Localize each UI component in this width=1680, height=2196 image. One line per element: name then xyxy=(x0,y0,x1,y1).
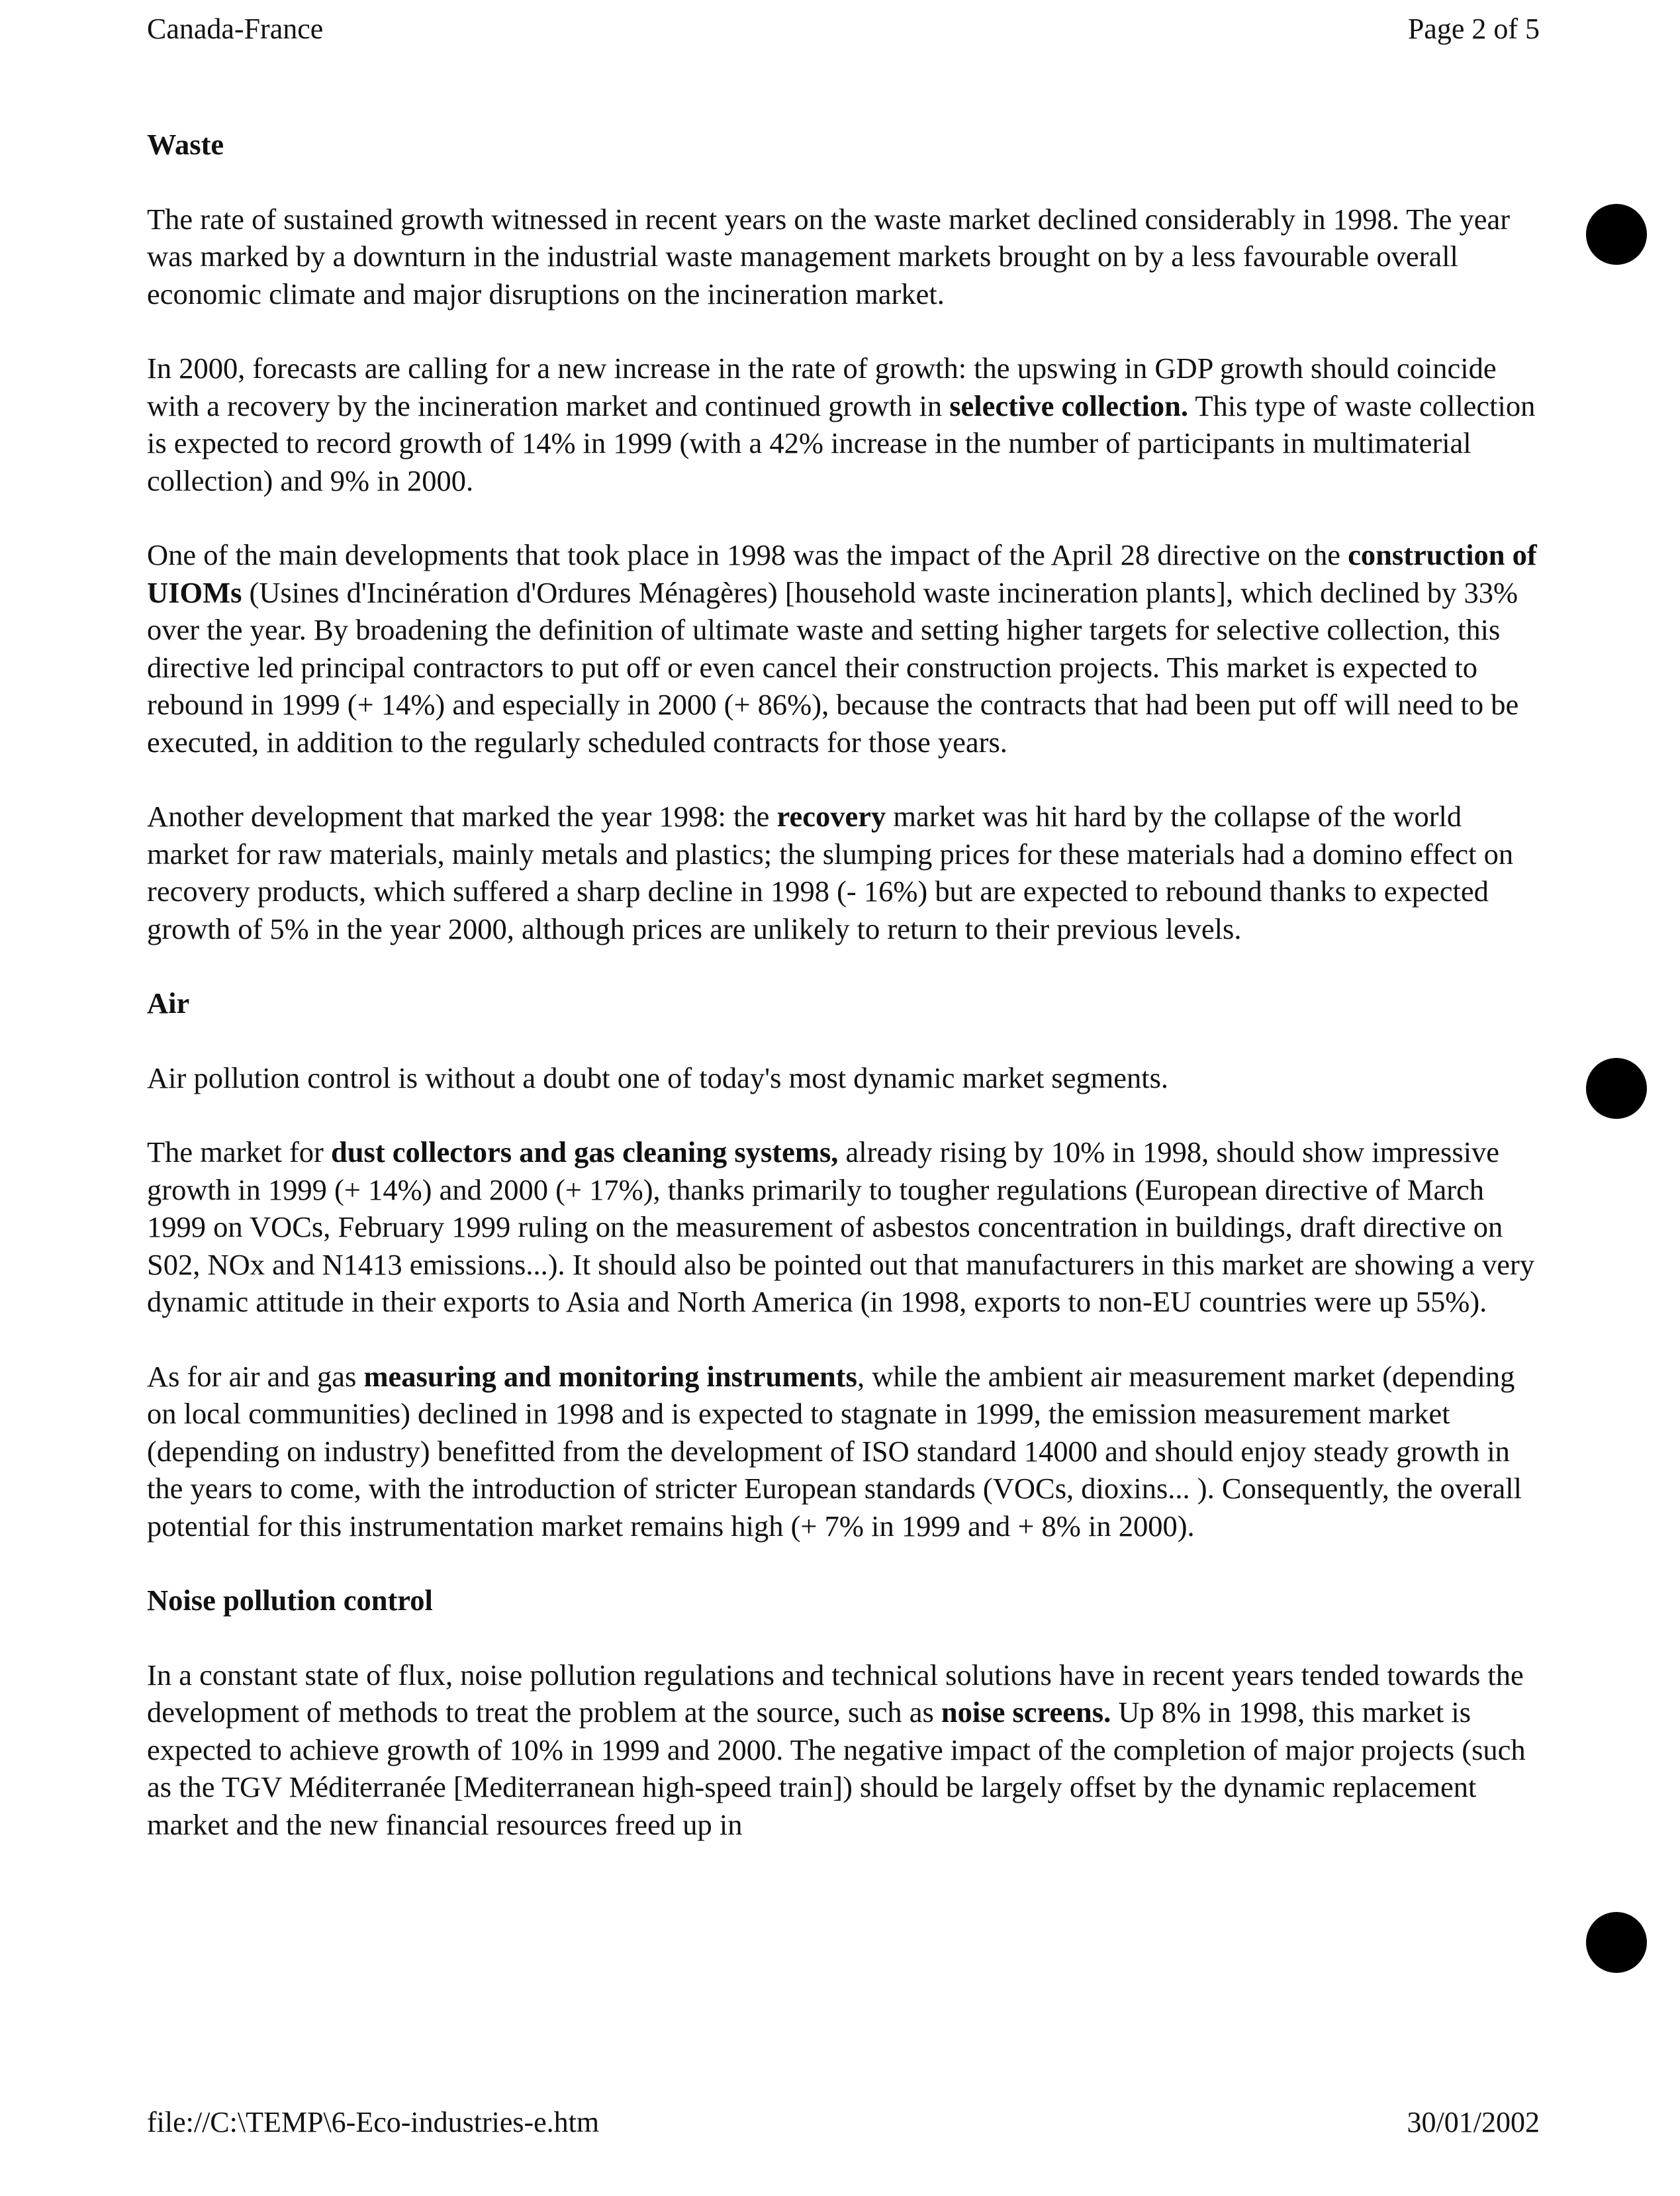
header-page-number: Page 2 of 5 xyxy=(1407,13,1540,45)
text-run: already rising by 10% in 1998, should show impressive growth in 1999 (+ 14%) and 2000 (+ 17%), thanks primarily to tougher regulations (European directive of March 1999 on VOCs, February 1999 ruling on the measurement of asbestos concentration in buildings, draft directive on S02, NOx and N1413 emissions...). It should also be pointed out that manufacturers in this market are showing a very dynamic attitude in their exports to Asia and North America (in 1998, exports to non-EU countries were up 55%). xyxy=(147,1135,1535,1318)
text-run: In 2000, forecasts are calling for a new increase in the rate of growth: the upswing in GDP growth should coincide with a recovery by the incineration market and continued growth in xyxy=(147,352,1497,422)
section-heading-air: Air xyxy=(147,986,190,1020)
text-run: Up 8% in 1998, this market is expected to achieve growth of 10% in 1999 and 2000. The negative impact of the completion of major projects (such as the TGV Méditerranée [Mediterranean high-speed train]) should be largely offset by the dynamic replacement market and the new financial resources freed up in xyxy=(147,1695,1526,1841)
bold-term-selective-collection: selective collection. xyxy=(949,389,1189,422)
waste-paragraph-2 xyxy=(147,350,1550,499)
text-run: Another development that marked the year 1998: the xyxy=(147,800,777,833)
text-run: The market for xyxy=(147,1135,331,1169)
text-run: As for air and gas xyxy=(147,1359,364,1393)
footer-file-path: file://C:\TEMP\6-Eco-industries-e.htm xyxy=(147,2106,600,2138)
waste-paragraph-4 xyxy=(147,798,1550,947)
bold-term-recovery: recovery xyxy=(776,800,886,833)
text-run: market was hit hard by the collapse of the world market for raw materials, mainly metals and plastics; the slumping prices for these materials had a domino effect on recovery products, which suffered a sharp decline in 1998 (- 16%) but are expected to rebound thanks to expected growth of 5% in the year 2000, although prices are unlikely to return to their previous levels. xyxy=(147,800,1514,945)
air-paragraph-2 xyxy=(147,1133,1550,1321)
bold-term-dust-collectors: dust collectors and gas cleaning systems, xyxy=(331,1135,839,1169)
section-heading-waste: Waste xyxy=(147,128,224,161)
air-paragraph-1: Air pollution control is without a doubt one of today's most dynamic market segments. xyxy=(147,1061,1169,1094)
waste-paragraph-1: The rate of sustained growth witnessed in recent years on the waste market declined considerably in 1998. The year was marked by a downturn in the industrial waste management markets brought on by a less favourable overall economic climate and major disruptions on the incineration market. xyxy=(147,202,1511,310)
text-run: In a constant state of flux, noise pollution regulations and technical solutions have in recent years tended towards the development of methods to treat the problem at the source, such as xyxy=(147,1658,1524,1729)
text-run: (Usines d'Incinération d'Ordures Ménagères) [household waste incineration plants], which declined by 33% over the year. By broadening the definition of ultimate waste and setting higher targets for selective collection, this directive led principal contractors to put off or even cancel their construction projects. This market is expected to rebound in 1999 (+ 14%) and especially in 2000 (+ 86%), because the contracts that had been put off will need to be executed, in addition to the regularly scheduled contracts for those years. xyxy=(147,575,1519,759)
bold-term-uioms: construction of UIOMs xyxy=(147,538,1537,609)
text-run: This type of waste collection is expected to record growth of 14% in 1999 (with a 42% increase in the number of participants in multimaterial collection) and 9% in 2000. xyxy=(147,389,1536,497)
header-site-title: Canada-France xyxy=(147,13,324,45)
bold-term-measuring-instruments: measuring and monitoring instruments xyxy=(363,1359,857,1393)
text-run: One of the main developments that took place in 1998 was the impact of the April 28 directive on the xyxy=(147,538,1348,571)
bold-term-noise-screens: noise screens. xyxy=(941,1695,1111,1729)
document-body xyxy=(147,126,1550,1843)
punch-hole xyxy=(1586,1912,1647,1973)
air-paragraph-3 xyxy=(147,1358,1550,1545)
noise-paragraph-1 xyxy=(147,1656,1550,1844)
punch-hole xyxy=(1586,1058,1647,1119)
footer-date: 30/01/2002 xyxy=(1407,2106,1540,2138)
section-heading-noise: Noise pollution control xyxy=(147,1584,433,1617)
text-run: , while the ambient air measurement market (depending on local communities) declined in 1998 and is expected to stagnate in 1999, the emission measurement market (depending on industry) benefitted from the development of ISO standard 14000 and should enjoy steady growth in the years to come, with the introduction of stricter European standards (VOCs, dioxins... ). Consequently, the overall potential for this instrumentation market remains high (+ 7% in 1999 and + 8% in 2000). xyxy=(147,1359,1522,1543)
waste-paragraph-3 xyxy=(147,536,1550,761)
punch-hole xyxy=(1586,204,1647,265)
